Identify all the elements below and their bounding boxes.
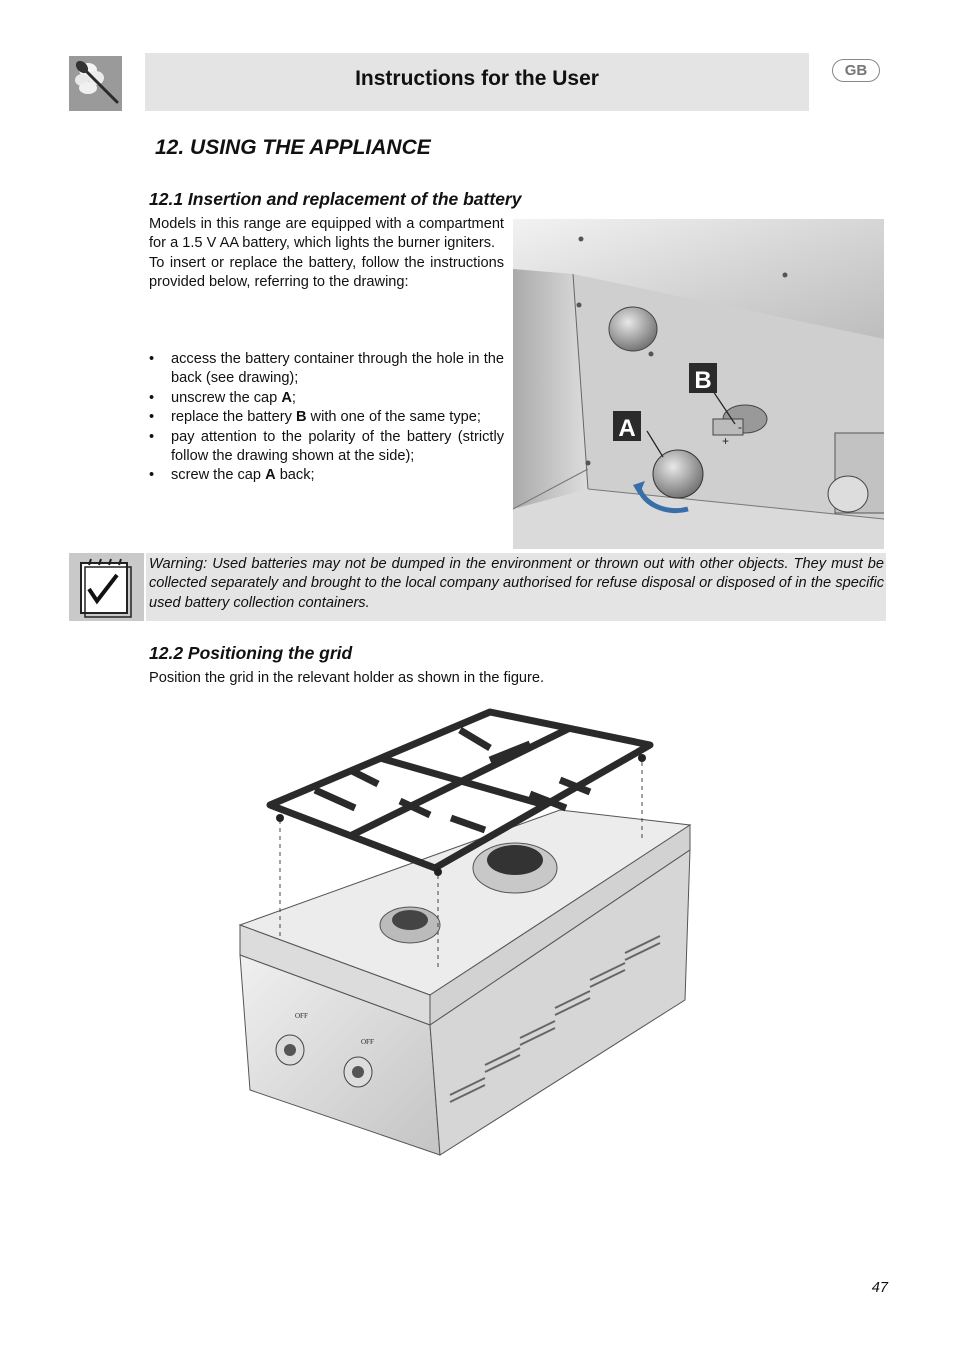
battery-intro [149, 215, 504, 293]
step-text: with one of the same type; [306, 409, 481, 426]
page-number: 47 [871, 1280, 888, 1296]
list-item [149, 350, 504, 389]
notepad-check-icon [69, 553, 144, 621]
knob-off-label: OFF [361, 1038, 374, 1046]
step-part-label: A [281, 389, 292, 406]
knob-off-label: OFF [295, 1012, 308, 1020]
chef-logo [69, 56, 122, 111]
section-title: 12. USING THE APPLIANCE [155, 136, 431, 159]
step-part-label: A [265, 467, 276, 484]
step-text: screw the cap [171, 467, 266, 484]
step-text: ; [291, 389, 296, 406]
list-item [149, 389, 504, 408]
battery-compartment-illustration [513, 219, 884, 549]
polarity-minus-text: - [738, 420, 742, 434]
list-item [149, 408, 504, 427]
subsection-heading-battery: 12.1 Insertion and replacement of the battery [149, 189, 522, 209]
subsection-heading-grid: 12.2 Positioning the grid [149, 643, 353, 663]
polarity-plus-text: + [722, 434, 730, 448]
step-text: back; [275, 467, 315, 484]
step-text: pay attention to the polarity of the battery (strictly follow the drawing shown at the side); [171, 428, 504, 465]
page-header-title: Instructions for the User [355, 67, 599, 90]
battery-intro-paragraph-1: Models in this range are equipped with a compartment for a 1.5 V AA battery, which lights the burner igniters. [149, 216, 504, 252]
step-part-label: B [295, 409, 307, 426]
grid-instruction-text: Position the grid in the relevant holder as shown in the figure. [149, 670, 545, 686]
step-text: replace the battery [171, 409, 296, 426]
figure-label-b: B [694, 367, 712, 394]
warning-text: Warning: Used batteries may not be dumped in the environment or thrown out with other objects. They must be collected separately and brought to the local company authorised for refuse disposal or disposed of in the specific used battery collection containers. [149, 556, 884, 611]
spoon-hat-icon [69, 56, 122, 111]
language-badge: GB [832, 59, 880, 82]
battery-steps-list [149, 350, 504, 486]
warning-icon-box [69, 553, 144, 621]
battery-intro-paragraph-2: To insert or replace the battery, follow the instructions provided below, referring to the drawing: [149, 254, 504, 291]
step-text: access the battery container through the hole in the back (see drawing); [171, 351, 504, 387]
list-item [149, 428, 504, 467]
figure-label-a: A [618, 415, 636, 442]
step-text: unscrew the cap [171, 389, 282, 406]
list-item [149, 466, 504, 485]
grid-positioning-illustration [230, 700, 700, 1160]
